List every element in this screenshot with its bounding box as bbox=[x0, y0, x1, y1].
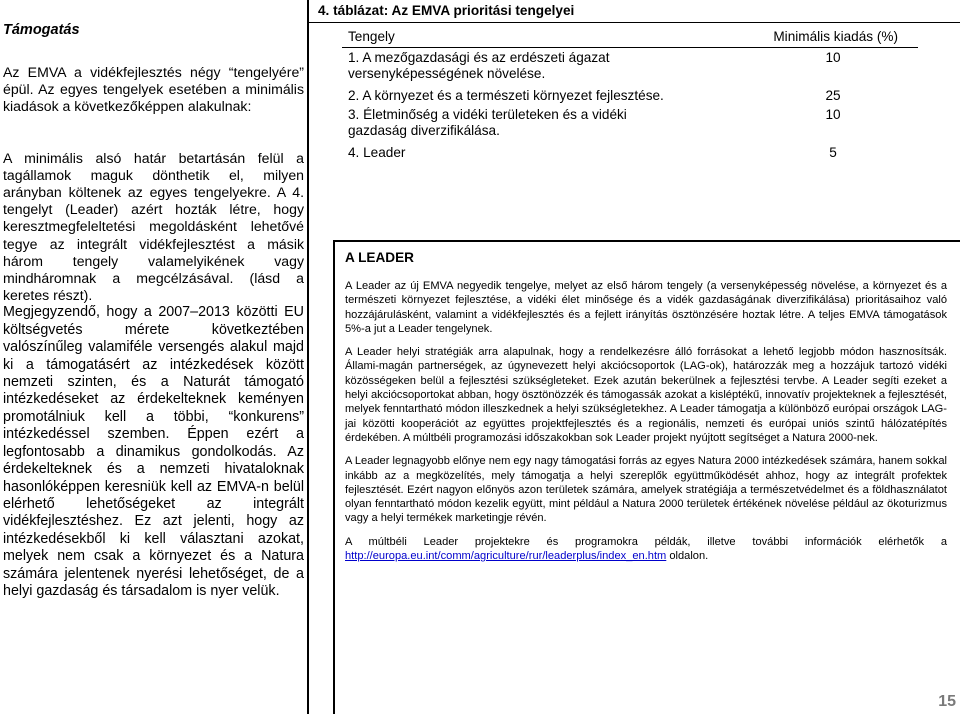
value-cell: 25 bbox=[825, 88, 841, 103]
table-row bbox=[348, 50, 908, 88]
leader-paragraph: A Leader legnagyobb előnye nem egy nagy támogatási forrás az egyes Natura 2000 intézkedések számára, hanem sokkal inkább az a megközelítés, mely támogatja a helyi szereplők együttműködését ahhoz, hogy az integrált profektek fejlesztését. Ezért nagyon előnyös azon területek számára, amelyek stratégiája a természetvédelmet és a földhasználatot olyan fenntartható módon kezelik együtt, mint például a Natura 2000 területek értékének növelése például az ökoturizmus vagy a helyi termékek marketingje révén. bbox=[345, 455, 947, 525]
leader-info-box bbox=[333, 240, 960, 714]
value-cell: 10 bbox=[825, 50, 841, 65]
axis-cell: 4. Leader bbox=[348, 145, 406, 160]
header-axis: Tengely bbox=[348, 29, 395, 44]
table-header-rule bbox=[342, 47, 918, 48]
axis-cell: 2. A környezet és a természeti környezet fejlesztése. bbox=[348, 88, 664, 103]
left-column bbox=[0, 0, 304, 714]
table-row bbox=[348, 88, 908, 107]
leader-box-title: A LEADER bbox=[345, 250, 414, 265]
value-cell: 5 bbox=[829, 145, 837, 160]
leader-paragraph: A Leader az új EMVA negyedik tengelye, melyet az első három tengely (a versenyképesség növelése, a környezet és a természeti környezet fejlesztése, a vidéki élet minősége és a vidék gazdaságának diverzifikálása) prioritásaihoz való hozzájárulásként, valamint a vidékfejlesztés és a fejlett irányítás ösztönzésére hoztak létre. A teljes EMVA támogatások 5%-a jut a Leader tengelynek. bbox=[345, 280, 947, 335]
threshold-paragraph: A minimális alsó határ betartásán felül a tagállamok maguk dönthetik el, milyen arányban költenek az egyes tengelyekre. A 4. tengelyt (Leader) azért hozták létre, hogy keresztmegfeleltetési megoldásként lehetővé tegye az integrált vidékfejlesztést a másik három tengely valamelyikének vagy mindháromnak a megcélzásával. (lásd a keretes részt). bbox=[3, 149, 304, 304]
section-heading: Támogatás bbox=[3, 22, 80, 38]
leader-paragraph: A Leader helyi stratégiák arra alapulnak, hogy a rendelkezésre álló forrásokat a lehető legjobb módon hasznosítsák. Állami-magán partnerségek, az úgynevezett helyi akciócsoportok (LAG-ok), határozzák meg a hozzájuk tartozó vidéki közösségeken belül a fejlesztési szükségleteket. Ezek azután bekerülnek a fejlesztési tervbe. A Leader segíti ezeket a helyi akciócsoportokat abban, hogy ösztönözzék és támogassák azokat a kisléptékű, innovatív projekteknek a fejlesztését, melyek fenntartható módon illeszkednek a helyi szükségletekhez. A Leader támogatja a különböző európai országok LAG-jai közötti kooperációt az együttes projektfejlesztés és a regionális, nemzeti és európai uniós szintű hálózatépítés érdekében. A múltbéli programozási időszakokban sok Leader projekt nyújtott segítséget a Natura 2000-nek. bbox=[345, 346, 947, 444]
note-paragraph: Megjegyzendő, hogy a 2007–2013 közötti EU költségvetés mérete következtében valószínűleg valamiféle versengés alakul majd ki a támogatásért az intézkedések között nemzeti szinten, és a Naturát támogató intézkedéseket az érdekelteknek keményen promotálniuk kell a többi, “konkurens” intézkedéssel szemben. Éppen ezért a legfontosabb a dinamikus gondolkodás. Az érdekelteknek és a nemzeti hivataloknak hasonlóképpen keresniük kell az EMVA-n belül elérhető lehetőségeket az integrált vidékfejlesztéshez. Ez azt jelenti, hogy az intézkedésekből ki kell választani azokat, melyek nem csak a környezet és a Natura számára jelentenek nyerési lehetőséget, de a helyi gazdaság és társadalom is nyer velük. bbox=[3, 304, 304, 599]
table-caption: 4. táblázat: Az EMVA prioritási tengelyei bbox=[318, 3, 575, 18]
intro-paragraph: Az EMVA a vidékfejlesztés négy “tengelyére” épül. Az egyes tengelyek esetében a minimális kiadások a következőképpen alakulnak: bbox=[3, 64, 304, 115]
links-suffix: oldalon. bbox=[666, 550, 709, 563]
leader-paragraph-links bbox=[345, 535, 947, 564]
leaderplus-link[interactable]: http://europa.eu.int/comm/agriculture/rur/leaderplus/index_en.htm bbox=[345, 550, 667, 563]
page-number: 15 bbox=[938, 693, 956, 710]
axis-cell: 3. Életminőség a vidéki területeken és a vidéki gazdaság diverzifikálása. bbox=[348, 107, 627, 138]
header-min-spend: Minimális kiadás (%) bbox=[773, 29, 898, 44]
table-top-rule bbox=[308, 22, 960, 23]
table-header-row bbox=[348, 29, 908, 47]
column-divider bbox=[307, 0, 309, 714]
axis-cell: 1. A mezőgazdasági és az erdészeti ágazat versenyképességének növelése. bbox=[348, 50, 610, 81]
links-text: A múltbéli Leader projektekre és programokra példák, illetve további információk elérhetők a bbox=[345, 535, 947, 548]
table-row bbox=[348, 145, 908, 163]
value-cell: 10 bbox=[825, 107, 841, 122]
table-row bbox=[348, 107, 908, 145]
priority-axes-table bbox=[348, 29, 908, 163]
